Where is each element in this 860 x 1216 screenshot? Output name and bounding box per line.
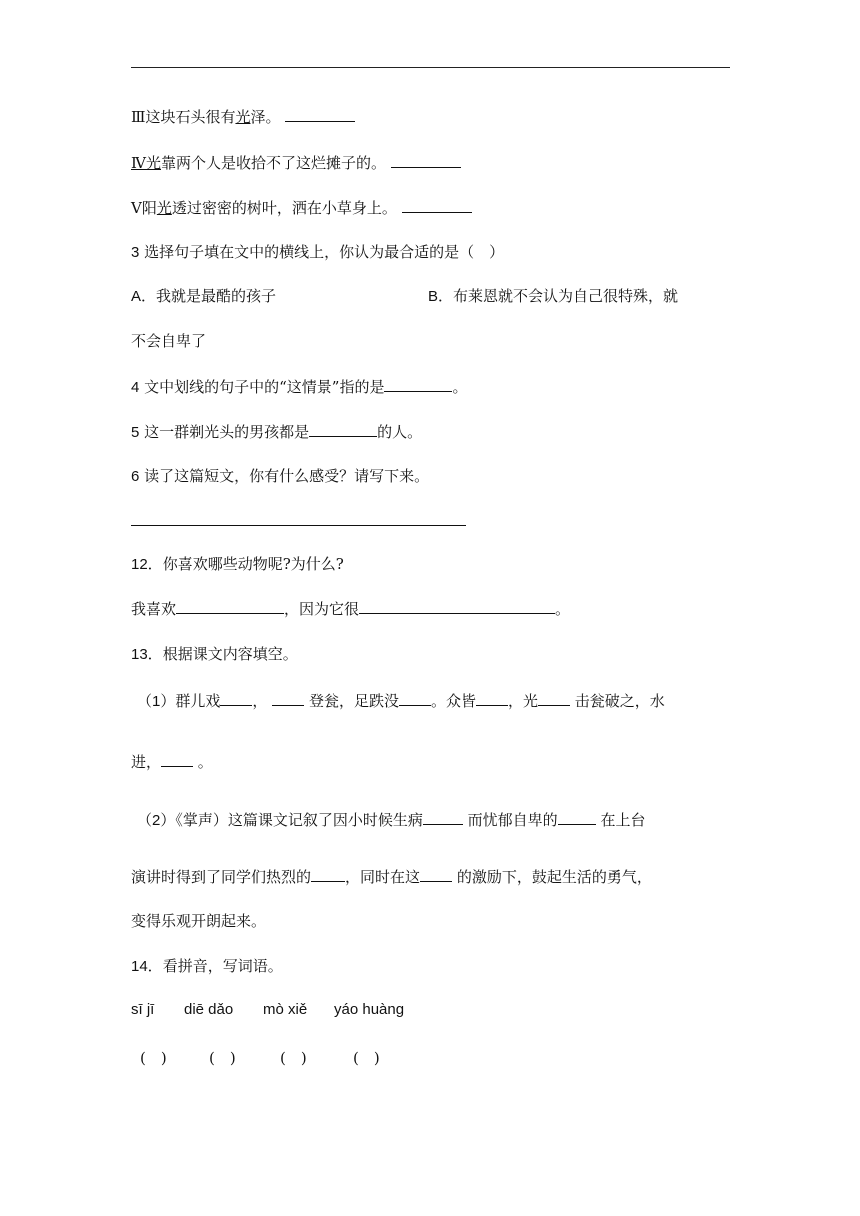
question-number: 14． — [131, 958, 163, 975]
question-5 — [131, 421, 422, 443]
question-number: 12． — [131, 556, 163, 573]
question-13-1 — [137, 690, 665, 712]
fill-text: 群儿戏 — [175, 692, 221, 710]
underlined-char: 光 — [156, 199, 172, 217]
fill-text: ，光 — [507, 692, 538, 710]
question-text: 看拼音，写词语。 — [162, 957, 283, 975]
option-b-continued — [131, 331, 206, 351]
question-13-2-end — [131, 911, 266, 931]
answer-blank[interactable] — [309, 421, 377, 437]
question-3 — [131, 242, 504, 263]
question-number: 5 — [131, 424, 140, 441]
pinyin-4: yáo huàng — [334, 1001, 405, 1018]
answer-text: 。 — [555, 600, 571, 618]
answer-line-row — [131, 510, 466, 531]
sentence-text: 靠两个人是收拾不了这烂摊子的。 — [161, 154, 387, 172]
answer-paren-2[interactable]: ( ) — [209, 1049, 236, 1067]
option-b[interactable] — [428, 286, 678, 307]
sentence-text: 泽。 — [250, 108, 281, 126]
sentence-iv — [131, 152, 461, 173]
option-label: B． — [428, 288, 454, 305]
question-text: 。 — [452, 378, 468, 396]
question-number: 6 — [131, 468, 140, 485]
answer-blank[interactable] — [391, 152, 461, 168]
sentence-text: Ⅴ阳 — [131, 199, 157, 217]
answer-blank[interactable] — [420, 866, 452, 882]
answer-paren-1[interactable]: ( ) — [140, 1049, 167, 1067]
question-text: 选择句子填在文中的横线上，你认为最合适的是（ ） — [144, 243, 505, 261]
question-text: 根据课文内容填空。 — [162, 645, 298, 663]
answer-blank[interactable] — [359, 598, 555, 614]
question-text: 你喜欢哪些动物呢?为什么? — [162, 555, 344, 573]
question-number: 13． — [131, 646, 163, 663]
answer-text: ，因为它很 — [284, 600, 360, 618]
question-text: 读了这篇短文，你有什么感受？请写下来。 — [144, 467, 430, 485]
sentence-text: 透过密密的树叶，洒在小草身上。 — [171, 199, 397, 217]
question-12-answer — [131, 598, 570, 619]
answer-blank[interactable] — [285, 106, 355, 122]
answer-line[interactable] — [131, 510, 466, 526]
fill-text: 而忧郁自卑的 — [467, 811, 558, 829]
header-rule — [131, 67, 730, 68]
option-text: 布莱恩就不会认为自己很特殊，就 — [453, 287, 679, 305]
sub-question-number: （2） — [137, 812, 176, 829]
answer-blank[interactable] — [402, 197, 472, 213]
answer-blank[interactable] — [220, 690, 252, 706]
option-a[interactable] — [131, 286, 276, 307]
answer-blank[interactable] — [538, 690, 570, 706]
fill-text: ，同时在这 — [345, 868, 421, 886]
sub-question-number: （1） — [137, 693, 176, 710]
underlined-char: 光 — [235, 108, 251, 126]
answer-blank[interactable] — [272, 690, 304, 706]
fill-text: 进， — [131, 753, 162, 771]
question-13-1-continued — [131, 751, 213, 772]
answer-blank[interactable] — [399, 690, 431, 706]
option-label: A． — [131, 288, 157, 305]
question-12 — [131, 554, 344, 575]
question-14 — [131, 956, 283, 977]
question-4 — [131, 376, 467, 398]
fill-text: 登瓮，足跌没 — [308, 692, 399, 710]
sentence-v — [131, 197, 472, 218]
answer-blank[interactable] — [558, 809, 596, 825]
fill-text: 击瓮破之，水 — [574, 692, 665, 710]
answer-blank[interactable] — [476, 690, 508, 706]
question-13-2-continued — [131, 866, 652, 887]
fill-text: 在上台 — [600, 811, 646, 829]
pinyin-3: mò xiě — [263, 1001, 308, 1018]
question-number: 4 — [131, 379, 140, 396]
sentence-iii — [131, 106, 355, 127]
answer-blank[interactable] — [176, 598, 284, 614]
question-number: 3 — [131, 244, 140, 261]
fill-text: 。 — [197, 753, 213, 771]
question-text: 的人。 — [377, 423, 423, 441]
answer-blank[interactable] — [384, 376, 452, 392]
question-6 — [131, 466, 429, 487]
question-text: 文中划线的句子中的“这情景”指的是 — [144, 378, 385, 396]
question-text: 这一群剃光头的男孩都是 — [144, 423, 310, 441]
fill-text: 变得乐观开朗起来。 — [131, 912, 267, 930]
answer-blank[interactable] — [161, 751, 193, 767]
pinyin-2: diē dǎo — [184, 1001, 234, 1018]
answer-blank[interactable] — [311, 866, 345, 882]
question-13-2 — [137, 809, 645, 831]
pinyin-1: sī jī — [131, 1001, 155, 1018]
question-13 — [131, 644, 298, 665]
fill-text: 的激励下，鼓起生活的勇气， — [456, 868, 652, 886]
option-text: 我就是最酷的孩子 — [156, 287, 277, 305]
fill-text: 《掌声）这篇课文记叙了因小时候生病 — [175, 811, 423, 829]
sentence-text: Ⅲ这块石头很有 — [131, 108, 236, 126]
answer-blank[interactable] — [423, 809, 463, 825]
fill-text: 。众皆 — [430, 692, 476, 710]
fill-text: 演讲时得到了同学们热烈的 — [131, 868, 312, 886]
fill-text: ， — [252, 692, 268, 710]
answer-paren-3[interactable]: ( ) — [280, 1049, 307, 1067]
answer-text: 我喜欢 — [131, 600, 177, 618]
option-text: 不会自卑了 — [131, 332, 207, 350]
answer-paren-4[interactable]: ( ) — [353, 1049, 380, 1067]
underlined-char: Ⅳ光 — [131, 154, 161, 172]
